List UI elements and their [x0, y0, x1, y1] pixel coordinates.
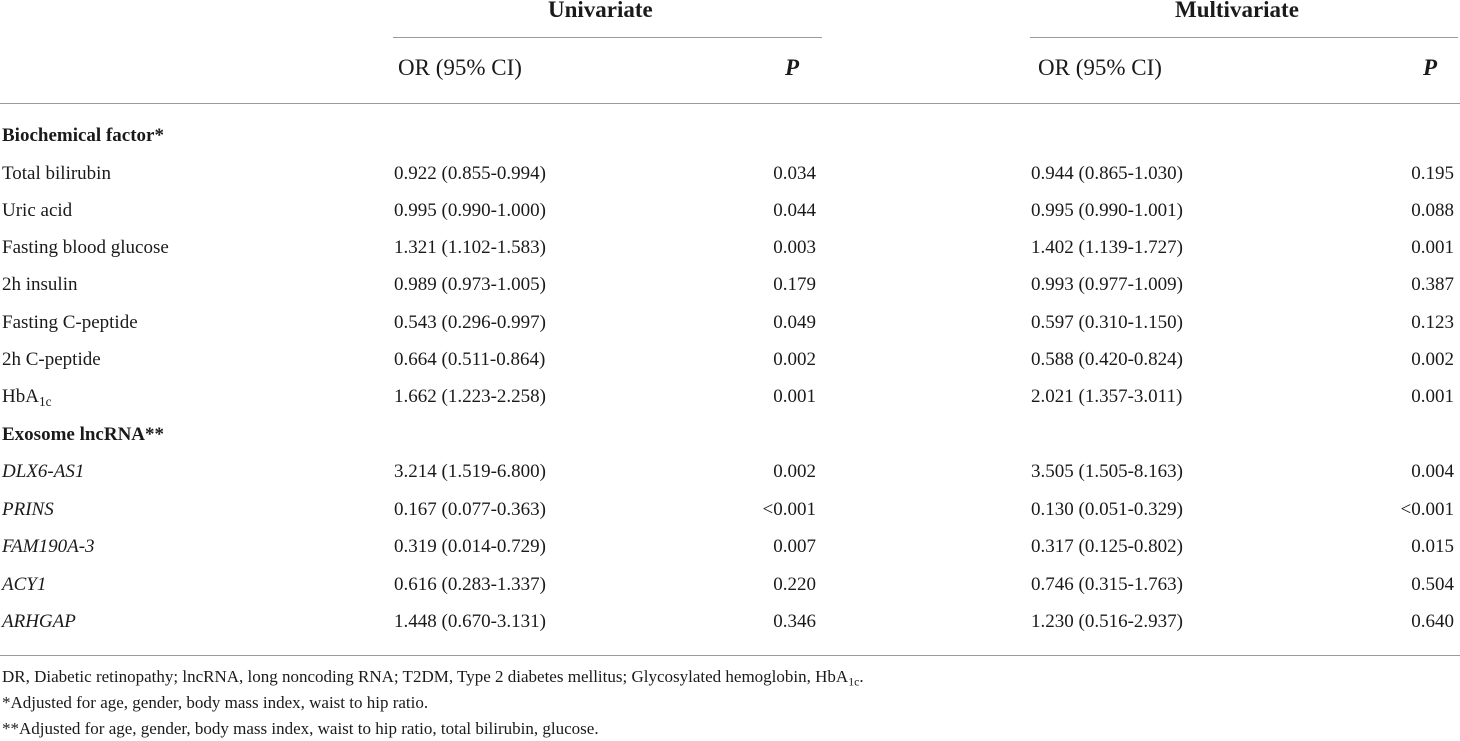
multivariate-p-cell: 0.504 [1411, 574, 1454, 595]
variable-name: Fasting blood glucose [2, 237, 169, 258]
univariate-p-cell: 0.003 [773, 237, 816, 258]
variable-name: PRINS [2, 499, 54, 520]
univariate-or-ci-header: OR (95% CI) [398, 55, 522, 80]
univariate-p-cell: 0.044 [773, 200, 816, 221]
univariate-or-cell: 0.543 (0.296-0.997) [394, 312, 546, 333]
univariate-header: Univariate [548, 0, 653, 22]
multivariate-p-cell: 0.002 [1411, 349, 1454, 370]
multivariate-p-cell: 0.195 [1411, 163, 1454, 184]
footnote-double-asterisk: **Adjusted for age, gender, body mass index, waist to hip ratio, total bilirubin, glucose. [2, 719, 599, 738]
section-label: Biochemical factor* [2, 125, 164, 146]
univariate-p-cell: 0.049 [773, 312, 816, 333]
univariate-or-cell: 3.214 (1.519-6.800) [394, 461, 546, 482]
univariate-or-cell: 0.616 (0.283-1.337) [394, 574, 546, 595]
univariate-p-cell: 0.179 [773, 274, 816, 295]
univariate-underline [393, 37, 822, 38]
table-row [0, 528, 1460, 565]
variable-name-main: HbA [2, 386, 39, 407]
table-row [0, 155, 1460, 192]
variable-name: Total bilirubin [2, 163, 111, 184]
section-row-exosome [0, 416, 1460, 453]
multivariate-or-cell: 0.130 (0.051-0.329) [1031, 499, 1183, 520]
univariate-or-cell: 0.167 (0.077-0.363) [394, 499, 546, 520]
table-row [0, 453, 1460, 490]
multivariate-or-cell: 0.317 (0.125-0.802) [1031, 536, 1183, 557]
footnote-single-asterisk: *Adjusted for age, gender, body mass index, waist to hip ratio. [2, 693, 429, 712]
multivariate-or-cell: 0.588 (0.420-0.824) [1031, 349, 1183, 370]
multivariate-p-cell: 0.015 [1411, 536, 1454, 557]
multivariate-or-cell: 0.944 (0.865-1.030) [1031, 163, 1183, 184]
variable-name: Uric acid [2, 200, 73, 221]
univariate-or-cell: 1.321 (1.102-1.583) [394, 237, 546, 258]
section-label: Exosome lncRNA** [2, 424, 165, 445]
univariate-or-cell: 0.989 (0.973-1.005) [394, 274, 546, 295]
multivariate-p-cell: 0.088 [1411, 200, 1454, 221]
variable-name: FAM190A-3 [2, 536, 95, 557]
multivariate-p-cell: <0.001 [1400, 499, 1454, 520]
univariate-or-cell: 1.662 (1.223-2.258) [394, 386, 546, 407]
multivariate-p-cell: 0.123 [1411, 312, 1454, 333]
univariate-p-cell: <0.001 [762, 499, 816, 520]
multivariate-or-ci-header: OR (95% CI) [1038, 55, 1162, 80]
multivariate-or-cell: 0.995 (0.990-1.001) [1031, 200, 1183, 221]
table-row [0, 566, 1460, 603]
univariate-p-cell: 0.034 [773, 163, 816, 184]
variable-name-subscript: 1c [38, 393, 52, 409]
table-row [0, 229, 1460, 266]
header-bottom-rule [0, 103, 1460, 104]
univariate-p-cell: 0.002 [773, 461, 816, 482]
table-bottom-rule [0, 655, 1460, 656]
multivariate-p-cell: 0.001 [1411, 237, 1454, 258]
univariate-or-cell: 0.995 (0.990-1.000) [394, 200, 546, 221]
multivariate-or-cell: 0.993 (0.977-1.009) [1031, 274, 1183, 295]
footnote-abbreviations-text: DR, Diabetic retinopathy; lncRNA, long noncoding RNA; T2DM, Type 2 diabetes mellitus; Glycosylated hemoglobin, HbA [2, 667, 849, 686]
multivariate-p-cell: 0.001 [1411, 386, 1454, 407]
footnote-abbreviations-subscript: 1c [848, 674, 860, 689]
variable-name: DLX6-AS1 [2, 461, 85, 482]
univariate-p-cell: 0.346 [773, 611, 816, 632]
multivariate-or-cell: 1.230 (0.516-2.937) [1031, 611, 1183, 632]
multivariate-or-cell: 3.505 (1.505-8.163) [1031, 461, 1183, 482]
variable-name [2, 378, 52, 415]
multivariate-p-header: P [1423, 55, 1438, 80]
multivariate-or-cell: 2.021 (1.357-3.011) [1031, 386, 1183, 407]
multivariate-p-cell: 0.387 [1411, 274, 1454, 295]
variable-name: 2h C-peptide [2, 349, 101, 370]
table-row [0, 192, 1460, 229]
multivariate-or-cell: 1.402 (1.139-1.727) [1031, 237, 1183, 258]
univariate-p-header: P [785, 55, 800, 80]
multivariate-or-cell: 0.746 (0.315-1.763) [1031, 574, 1183, 595]
variable-name: 2h insulin [2, 274, 78, 295]
section-row-biochemical [0, 117, 1460, 154]
univariate-p-cell: 0.007 [773, 536, 816, 557]
table-row [0, 304, 1460, 341]
multivariate-underline [1030, 37, 1458, 38]
table-row [0, 341, 1460, 378]
multivariate-header: Multivariate [1175, 0, 1299, 22]
univariate-p-cell: 0.001 [773, 386, 816, 407]
variable-name: ARHGAP [2, 611, 76, 632]
multivariate-or-cell: 0.597 (0.310-1.150) [1031, 312, 1183, 333]
variable-name: Fasting C-peptide [2, 312, 138, 333]
univariate-p-cell: 0.002 [773, 349, 816, 370]
footnote-abbreviations [2, 667, 864, 687]
variable-name: ACY1 [2, 574, 47, 595]
univariate-or-cell: 0.319 (0.014-0.729) [394, 536, 546, 557]
multivariate-p-cell: 0.640 [1411, 611, 1454, 632]
univariate-or-cell: 0.664 (0.511-0.864) [394, 349, 546, 370]
table-row [0, 603, 1460, 640]
univariate-or-cell: 1.448 (0.670-3.131) [394, 611, 546, 632]
univariate-p-cell: 0.220 [773, 574, 816, 595]
table-row [0, 266, 1460, 303]
footnote-abbreviations-end: . [859, 667, 864, 686]
univariate-or-cell: 0.922 (0.855-0.994) [394, 163, 546, 184]
table-row [0, 491, 1460, 528]
table-row [0, 378, 1460, 415]
multivariate-p-cell: 0.004 [1411, 461, 1454, 482]
